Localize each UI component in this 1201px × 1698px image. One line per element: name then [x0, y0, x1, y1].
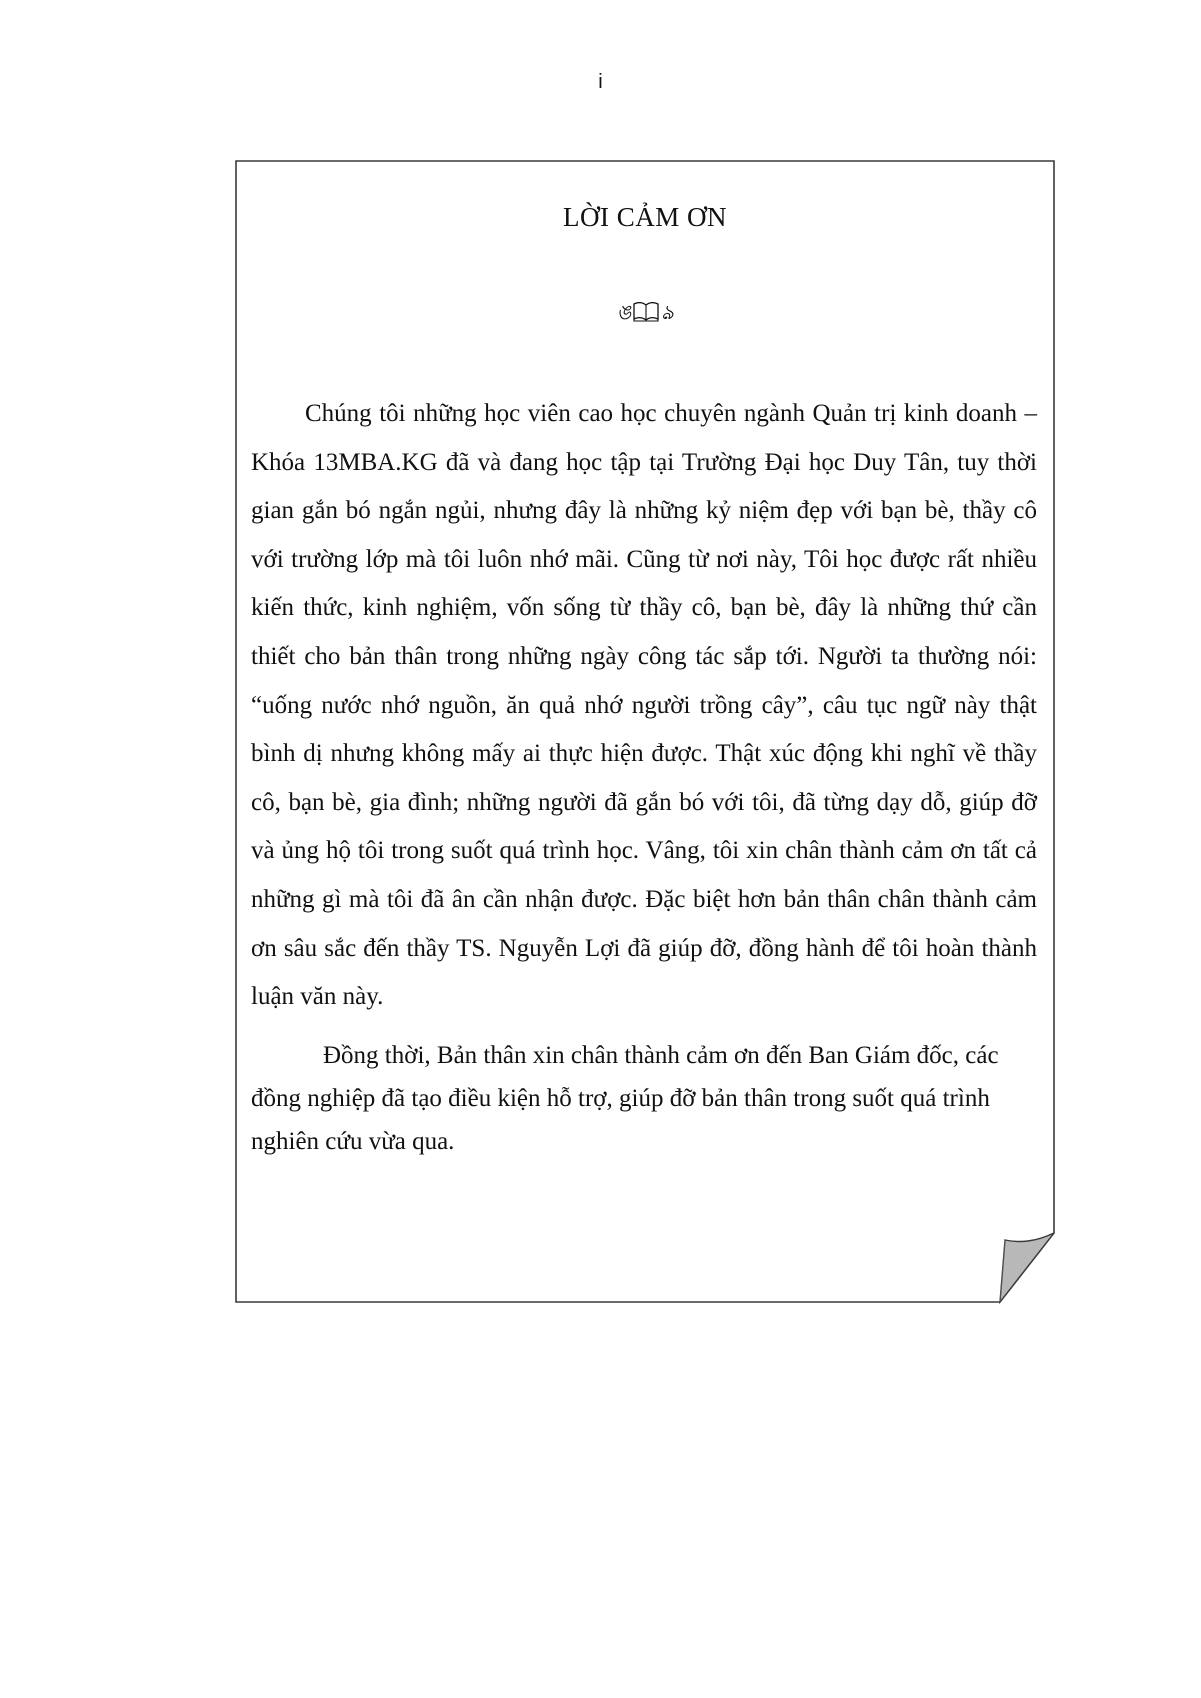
open-book-icon: [633, 302, 659, 322]
ornament-divider: [235, 298, 1055, 326]
acknowledgement-frame: [235, 160, 1055, 1303]
acknowledgement-body: [251, 390, 1037, 1163]
acknowledgement-paragraph-2: Đồng thời, Bản thân xin chân thành cảm ơn đến Ban Giám đốc, các đồng nghiệp đã tạo điều kiện hỗ trợ, giúp đỡ bản thân trong suốt quá trình nghiên cứu vừa qua.: [251, 1041, 999, 1155]
acknowledgement-title: LỜI CẢM ƠN: [563, 202, 727, 232]
acknowledgement-paragraph-1: Chúng tôi những học viên cao học chuyên ngành Quản trị kinh doanh – Khóa 13MBA.KG đã và đang học tập tại Trường Đại học Duy Tân, tuy thời gian gắn bó ngắn ngủi, nhưng đây là những kỷ niệm đẹp với bạn bè, thầy cô với trường lớp mà tôi luôn nhớ mãi. Cũng từ nơi này, Tôi học được rất nhiều kiến thức, kinh nghiệm, vốn sống từ thầy cô, bạn bè, đây là những thứ cần thiết cho bản thân trong những ngày công tác sắp tới. Người ta thường nói: “uống nước nhớ nguồn, ăn quả nhớ người trồng cây”, câu tục ngữ này thật bình dị nhưng không mấy ai thực hiện được. Thật xúc động khi nghĩ về thầy cô, bạn bè, gia đình; những người đã gắn bó với tôi, đã từng dạy dỗ, giúp đỡ và ủng hộ tôi trong suốt quá trình học. Vâng, tôi xin chân thành cảm ơn tất cả những gì mà tôi đã ân cần nhận được. Đặc biệt hơn bản thân chân thành cảm ơn sâu sắc đến thầy TS. Nguyễn Lợi đã giúp đỡ, đồng hành để tôi hoàn thành luận văn này.: [251, 400, 1037, 1011]
page-number: i: [598, 71, 603, 93]
left-flourish: ঙ: [616, 300, 632, 324]
right-flourish: ঌ: [661, 300, 674, 324]
